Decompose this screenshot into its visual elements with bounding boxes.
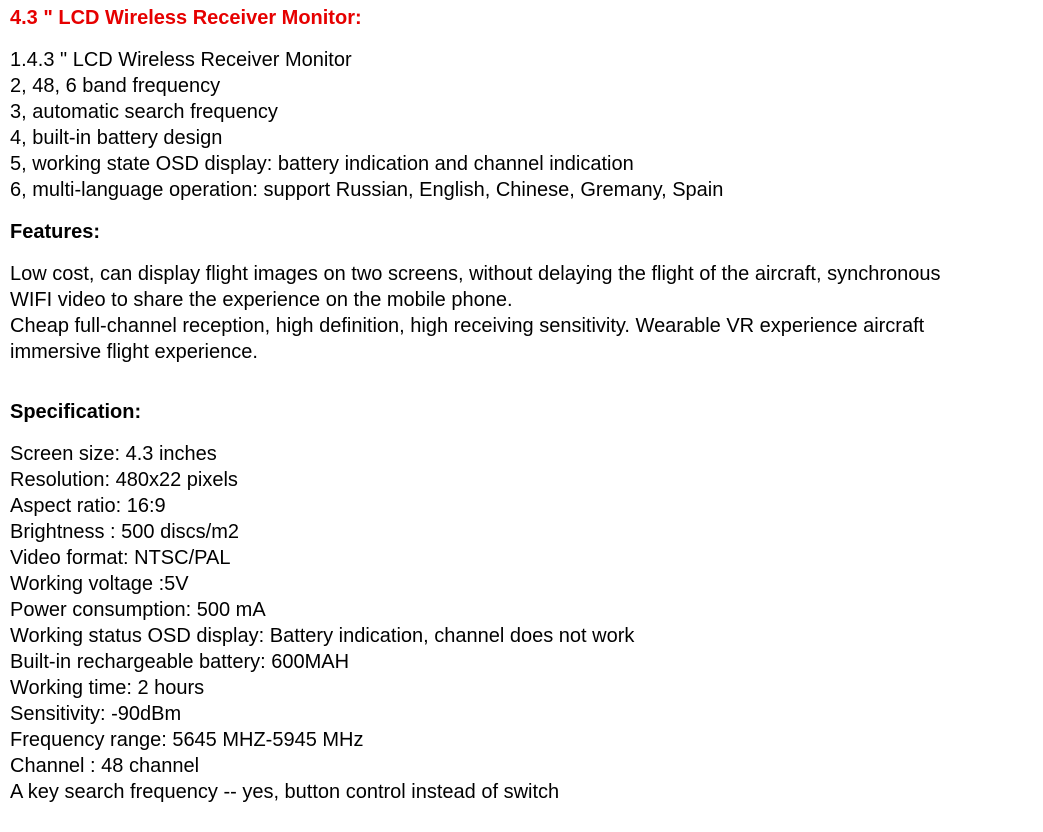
spec-line: Video format: NTSC/PAL [10, 547, 231, 569]
features-line: immersive flight experience. [10, 341, 258, 363]
spec-line: Frequency range: 5645 MHZ-5945 MHz [10, 729, 364, 751]
list-item: 3, automatic search frequency [10, 101, 278, 123]
features-text [10, 261, 1033, 365]
spec-line: Channel : 48 channel [10, 755, 200, 777]
features-heading: Features: [10, 221, 101, 243]
features-line: WIFI video to share the experience on the mobile phone. [10, 289, 513, 311]
list-item: 2, 48, 6 band frequency [10, 75, 221, 97]
spec-line: Built-in rechargeable battery: 600MAH [10, 651, 350, 673]
feature-list [10, 47, 1033, 203]
specification-heading: Specification: [10, 401, 142, 423]
spec-line: Screen size: 4.3 inches [10, 443, 217, 465]
spec-line: A key search frequency -- yes, button control instead of switch [10, 781, 560, 803]
spec-line: Working status OSD display: Battery indication, channel does not work [10, 625, 635, 647]
list-item: 6, multi-language operation: support Russian, English, Chinese, Gremany, Spain [10, 179, 724, 201]
features-line: Cheap full-channel reception, high definition, high receiving sensitivity. Wearable VR experience aircraft [10, 315, 925, 337]
spec-line: Resolution: 480x22 pixels [10, 469, 238, 491]
list-item: 1.4.3 " LCD Wireless Receiver Monitor [10, 49, 352, 71]
features-line: Low cost, can display flight images on two screens, without delaying the flight of the aircraft, synchronous [10, 263, 941, 285]
features-paragraph [10, 261, 1033, 313]
spec-line: Brightness : 500 discs/m2 [10, 521, 239, 543]
features-paragraph [10, 313, 1033, 365]
spec-line: Aspect ratio: 16:9 [10, 495, 166, 517]
spec-line: Sensitivity: -90dBm [10, 703, 182, 725]
list-item: 5, working state OSD display: battery indication and channel indication [10, 153, 634, 175]
spec-line: Working voltage :5V [10, 573, 189, 595]
spec-line: Working time: 2 hours [10, 677, 205, 699]
spec-line: Power consumption: 500 mA [10, 599, 266, 621]
product-title: 4.3 " LCD Wireless Receiver Monitor: [10, 7, 362, 29]
list-item: 4, built-in battery design [10, 127, 223, 149]
specification-list [10, 441, 1033, 805]
